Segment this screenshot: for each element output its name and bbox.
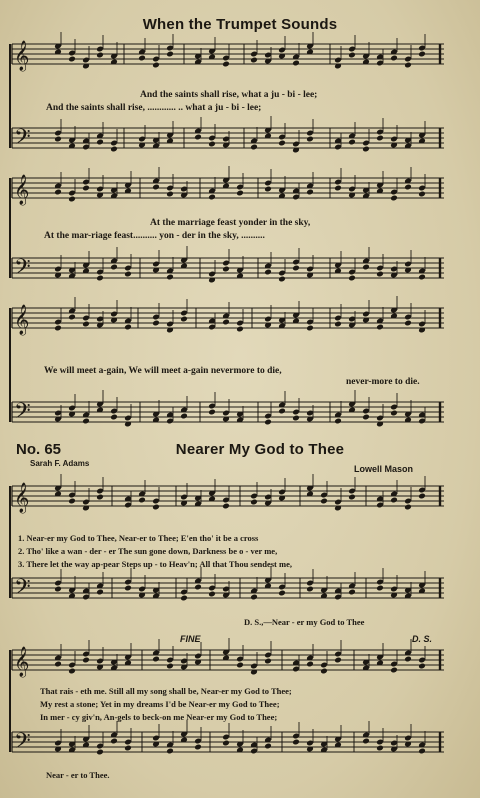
note-head — [166, 663, 174, 670]
note-head — [96, 139, 104, 146]
treble-clef: 𝄞 — [14, 483, 30, 513]
note-head — [376, 585, 384, 592]
bass-clef: 𝄢 — [14, 255, 31, 285]
note-head — [418, 663, 426, 670]
note-head — [292, 265, 300, 272]
note-head — [236, 326, 244, 333]
note-head — [362, 414, 370, 421]
note-head — [222, 740, 230, 747]
note-head — [250, 594, 258, 601]
lyricist-credit: Sarah F. Adams — [30, 459, 90, 468]
note-head — [236, 662, 244, 669]
note-head — [334, 321, 342, 328]
note-head — [292, 739, 300, 746]
note-head — [348, 52, 356, 59]
note-head — [362, 146, 370, 153]
note-head — [390, 497, 398, 504]
verse-line: 3. There let the way ap-pear Steps up - to Heav'n; All that Thou sendest me, — [18, 559, 292, 569]
note-head — [208, 409, 216, 416]
note-head — [180, 413, 188, 420]
note-head — [222, 503, 230, 510]
note-head — [376, 745, 384, 752]
note-head — [82, 418, 90, 425]
lyric-line: And the saints shall rise, what a ju - bi - lee; — [140, 90, 318, 100]
bass-clef: 𝄢 — [14, 729, 31, 759]
note-head — [306, 661, 314, 668]
note-head — [418, 191, 426, 198]
refrain-line: That rais - eth me. Still all my song shall be, Near-er my God to Thee; — [40, 686, 292, 696]
note-head — [278, 276, 286, 283]
note-head — [264, 186, 272, 193]
note-head — [334, 657, 342, 664]
refrain-line: My rest a stone; Yet in my dreams I'd be Near-er my God to Thee; — [40, 699, 280, 709]
song-title-nearer: Nearer My God to Thee — [175, 441, 345, 458]
note-head — [68, 56, 76, 63]
note-head — [404, 184, 412, 191]
lyric-line: never-more to die. — [346, 377, 420, 387]
note-head — [194, 584, 202, 591]
note-head — [418, 748, 426, 755]
lyric-line: We will meet a-gain, We will meet a-gain nevermore to die, — [44, 366, 282, 376]
composer-credit: Lowell Mason — [354, 464, 414, 474]
note-head — [54, 661, 62, 668]
note-head — [82, 321, 90, 328]
last-lyric-line: Near - er to Thee. — [46, 770, 110, 780]
note-head — [334, 185, 342, 192]
verse-line: 2. Tho' like a wan - der - er The sun gone down, Darkness be o - ver me, — [18, 546, 278, 556]
verse-line: 1. Near-er my God to Thee, Near-er to Thee; E'en tho' it be a cross — [18, 533, 259, 543]
note-head — [124, 324, 132, 331]
note-head — [418, 51, 426, 58]
note-head — [124, 745, 132, 752]
note-head — [124, 271, 132, 278]
note-head — [208, 141, 216, 148]
note-head — [222, 61, 230, 68]
treble-clef: 𝄞 — [14, 647, 30, 677]
note-head — [82, 185, 90, 192]
note-head — [194, 134, 202, 141]
note-head — [418, 274, 426, 281]
note-head — [54, 189, 62, 196]
lyric-line: At the marriage feast yonder in the sky, — [150, 218, 311, 228]
note-head — [68, 498, 76, 505]
note-head — [138, 497, 146, 504]
note-head — [376, 324, 384, 331]
note-head — [348, 139, 356, 146]
note-head — [166, 191, 174, 198]
note-head — [96, 275, 104, 282]
note-head — [166, 51, 174, 58]
note-head — [278, 590, 286, 597]
note-head — [96, 494, 104, 501]
note-head — [348, 589, 356, 596]
note-head — [404, 62, 412, 69]
note-head — [222, 266, 230, 273]
note-head — [306, 136, 314, 143]
note-head — [96, 589, 104, 596]
note-head — [208, 591, 216, 598]
note-head — [250, 499, 258, 506]
note-head — [152, 320, 160, 327]
note-head — [68, 196, 76, 203]
note-head — [376, 271, 384, 278]
note-head — [278, 140, 286, 147]
note-head — [292, 415, 300, 422]
note-head — [306, 325, 314, 332]
note-head — [264, 743, 272, 750]
note-head — [320, 498, 328, 505]
note-head — [362, 738, 370, 745]
hymn-number: No. 65 — [16, 441, 62, 458]
note-head — [96, 52, 104, 59]
note-head — [110, 414, 118, 421]
note-head — [306, 586, 314, 593]
bass-clef: 𝄢 — [14, 399, 31, 429]
ds-mark: D. S. — [412, 634, 433, 644]
note-head — [390, 55, 398, 62]
note-head — [264, 658, 272, 665]
note-head — [222, 319, 230, 326]
note-head — [180, 316, 188, 323]
note-head — [180, 595, 188, 602]
note-head — [124, 585, 132, 592]
note-head — [54, 325, 62, 332]
note-head — [152, 184, 160, 191]
refrain-line: In mer - cy giv'n, An-gels to beck-on me Near-er my God to Thee; — [40, 712, 278, 722]
bass-clef: 𝄢 — [14, 125, 31, 155]
note-head — [152, 504, 160, 511]
song-title-trumpet: When the Trumpet Sounds — [142, 16, 338, 33]
note-head — [208, 194, 216, 201]
note-head — [68, 668, 76, 675]
note-head — [82, 657, 90, 664]
note-head — [250, 57, 258, 64]
bass-clef: 𝄢 — [14, 575, 31, 605]
fine-mark: FINE — [180, 634, 201, 644]
note-head — [278, 408, 286, 415]
note-head — [348, 494, 356, 501]
note-head — [96, 749, 104, 756]
note-head — [110, 146, 118, 153]
note-head — [404, 504, 412, 511]
note-head — [166, 274, 174, 281]
note-head — [418, 493, 426, 500]
lyric-line: At the mar-riage feast.......... yon - der in the sky, .......... — [44, 231, 265, 241]
note-head — [306, 189, 314, 196]
note-head — [68, 314, 76, 321]
note-head — [390, 667, 398, 674]
treble-clef: 𝄞 — [14, 175, 30, 205]
note-head — [152, 656, 160, 663]
note-head — [194, 744, 202, 751]
note-head — [138, 55, 146, 62]
note-head — [236, 190, 244, 197]
note-head — [54, 586, 62, 593]
note-head — [264, 269, 272, 276]
note-head — [54, 136, 62, 143]
note-head — [152, 62, 160, 69]
note-head — [362, 264, 370, 271]
note-head — [334, 418, 342, 425]
note-head — [292, 60, 300, 67]
note-head — [166, 748, 174, 755]
note-head — [320, 668, 328, 675]
treble-clef: 𝄞 — [14, 305, 30, 335]
note-head — [404, 320, 412, 327]
lyric-line: And the saints shall rise, ............ .. what a ju - bi - lee; — [46, 103, 262, 113]
ds-line: D. S.,—Near - er my God to Thee — [244, 617, 365, 627]
note-head — [390, 195, 398, 202]
note-head — [264, 419, 272, 426]
note-head — [376, 135, 384, 142]
treble-clef: 𝄞 — [14, 41, 30, 71]
note-head — [250, 144, 258, 151]
note-head — [390, 410, 398, 417]
note-head — [110, 264, 118, 271]
note-head — [404, 656, 412, 663]
note-head — [110, 738, 118, 745]
note-head — [348, 275, 356, 282]
